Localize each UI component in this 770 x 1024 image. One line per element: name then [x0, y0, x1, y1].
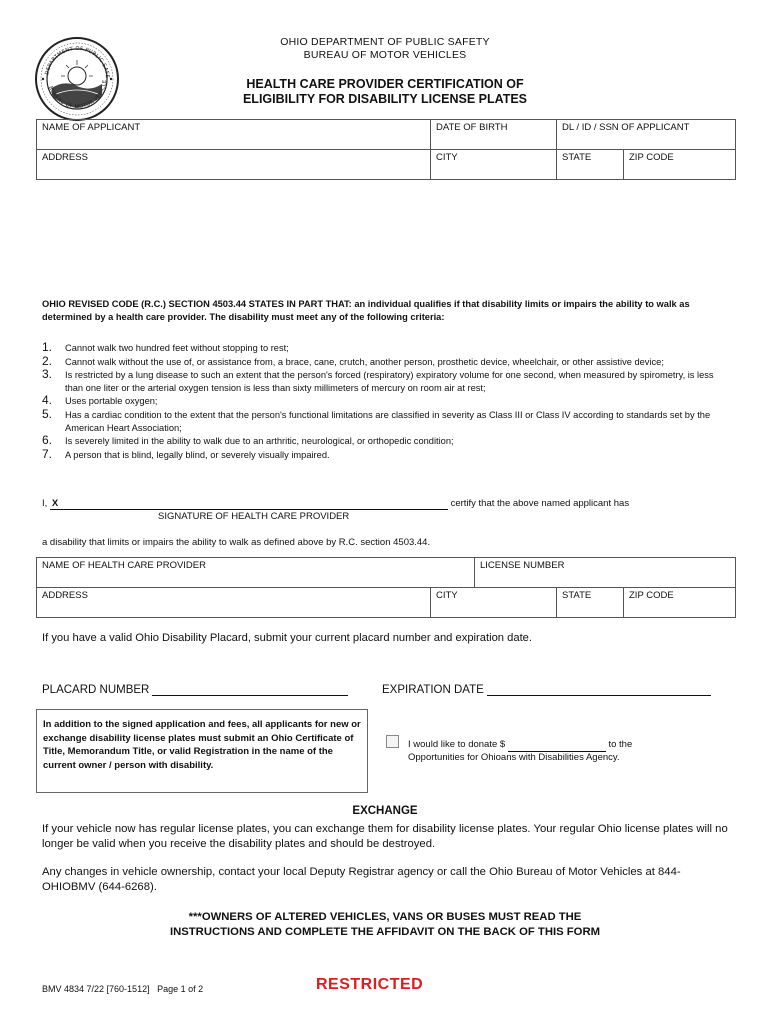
applicant-info-table	[36, 119, 736, 180]
altered-vehicles-notice	[42, 910, 728, 939]
criteria-number: 6.	[42, 433, 53, 448]
agency-line-2: BUREAU OF MOTOR VEHICLES	[303, 49, 467, 61]
ownership-changes-text: Any changes in vehicle ownership, contact your local Deputy Registrar agency or call the Ohio Bureau of Motor Vehicles at 844-OHIOBMV (644-6268).	[42, 866, 681, 893]
provider-city-field[interactable]	[431, 588, 557, 618]
provider-state-field[interactable]	[557, 588, 624, 618]
certify-prefix: I,	[42, 498, 48, 509]
placard-number-input[interactable]	[152, 684, 348, 696]
date-of-birth-label: DATE OF BIRTH	[436, 122, 508, 133]
criteria-text: Cannot walk two hundred feet without stopping to rest;	[65, 343, 289, 353]
provider-zip-field[interactable]	[624, 588, 736, 618]
applicant-zip-label: ZIP CODE	[629, 152, 674, 163]
altered-vehicles-line-1: ***OWNERS OF ALTERED VEHICLES, VANS OR BUSES MUST READ THE	[188, 911, 582, 923]
page-number: Page 1 of 2	[157, 984, 204, 994]
criteria-item	[42, 394, 732, 408]
certify-suffix: certify that the above named applicant has	[450, 498, 630, 509]
svg-text:DEPARTMENT OF PUBLIC SAFETY: DEPARTMENT OF PUBLIC SAFE	[44, 45, 111, 79]
provider-name-field[interactable]	[37, 558, 475, 588]
donation-text	[408, 739, 708, 764]
certify-continuation: a disability that limits or impairs the ability to walk as defined above by R.C. section 4503.44.	[42, 537, 431, 548]
provider-address-field[interactable]	[37, 588, 431, 618]
criteria-item	[42, 434, 732, 448]
date-of-birth-field[interactable]	[431, 120, 557, 150]
provider-city-label: CITY	[436, 590, 458, 601]
form-title	[160, 77, 610, 107]
license-number-label: LICENSE NUMBER	[480, 560, 565, 571]
criteria-item	[42, 341, 732, 355]
provider-signature-line[interactable]	[50, 497, 448, 510]
criteria-number: 1.	[42, 340, 53, 354]
applicant-address-field[interactable]	[37, 150, 431, 180]
criteria-item	[42, 448, 732, 462]
form-number	[42, 984, 203, 994]
applicant-name-field[interactable]	[37, 120, 431, 150]
svg-text:BUREAU OF MOTOR VEHICLES: BUREAU OF MOTOR VEHICLE	[47, 79, 109, 110]
donation-suffix: to the	[608, 739, 633, 750]
criteria-text: Uses portable oxygen;	[65, 396, 158, 407]
donation-checkbox[interactable]	[386, 735, 399, 748]
agency-name	[200, 36, 570, 62]
provider-name-label: NAME OF HEALTH CARE PROVIDER	[42, 560, 206, 571]
criteria-number: 5.	[42, 406, 53, 421]
criteria-text: Has a cardiac condition to the extent that the person's functional limitations are classified in severity as Class III or Class IV according to standards set by the American Heart Association;	[65, 409, 711, 433]
applicant-city-label: CITY	[436, 152, 458, 163]
certification-statement	[42, 497, 732, 549]
criteria-list	[42, 341, 732, 461]
title-line-1: HEALTH CARE PROVIDER CERTIFICATION OF	[246, 77, 524, 91]
form-id: BMV 4834 7/22 [760-1512]	[42, 984, 150, 994]
agency-line-1: OHIO DEPARTMENT OF PUBLIC SAFETY	[280, 36, 490, 48]
criteria-text: A person that is blind, legally blind, or severely visually impaired.	[65, 449, 330, 460]
criteria-number: 7.	[42, 446, 53, 461]
applicant-address-label: ADDRESS	[42, 152, 88, 163]
expiration-date-row	[382, 684, 711, 696]
title-requirement-notice: In addition to the signed application and fees, all applicants for new or exchange disability license plates must submit an Ohio Certificate of Title, Memorandum Title, or valid Registration in the name of the current owner / person with disability.	[36, 709, 368, 793]
signature-label: SIGNATURE OF HEALTH CARE PROVIDER	[158, 511, 350, 522]
statute-text: OHIO REVISED CODE (R.C.) SECTION 4503.44 STATES IN PART THAT: an individual qualifies if that disability limits or impairs the ability to walk as determined by a health care provider. The disability must meet any of the following criteria:	[42, 299, 690, 322]
restricted-stamp: RESTRICTED	[316, 976, 424, 993]
placard-instructions: If you have a valid Ohio Disability Placard, submit your current placard number and expiration date.	[42, 632, 533, 644]
provider-state-label: STATE	[562, 590, 592, 601]
provider-info-table	[36, 557, 736, 618]
altered-vehicles-line-2: INSTRUCTIONS AND COMPLETE THE AFFIDAVIT ON THE BACK OF THIS FORM	[169, 925, 601, 938]
provider-zip-label: ZIP CODE	[629, 590, 674, 601]
criteria-item	[42, 368, 732, 394]
donation-agency: Opportunities for Ohioans with Disabilities Agency.	[408, 751, 620, 763]
expiration-date-input[interactable]	[487, 684, 711, 696]
placard-number-label: PLACARD NUMBER	[42, 684, 150, 696]
criteria-text: Cannot walk without the use of, or assistance from, a brace, cane, crutch, another person, prosthetic device, wheelchair, or other assistive device;	[65, 356, 664, 367]
applicant-city-field[interactable]	[431, 150, 557, 180]
ohio-state-seal	[34, 36, 120, 122]
exchange-text: If your vehicle now has regular license plates, you can exchange them for disability license plates. Your regular Ohio license plates will no longer be valid when you receive the disability plates and should be destroyed.	[42, 823, 728, 850]
criteria-number: 3.	[42, 367, 53, 382]
signature-x-mark: X	[51, 498, 59, 509]
title-line-2: ELIGIBILITY FOR DISABILITY LICENSE PLATES	[242, 92, 528, 106]
donation-prefix: I would like to donate $	[408, 739, 506, 750]
exchange-heading: EXCHANGE	[352, 805, 418, 817]
criteria-item	[42, 408, 732, 434]
criteria-number: 4.	[42, 393, 53, 408]
applicant-zip-field[interactable]	[624, 150, 736, 180]
criteria-item	[42, 355, 732, 369]
dl-id-ssn-label: DL / ID / SSN OF APPLICANT	[562, 122, 690, 133]
criteria-number: 2.	[42, 353, 53, 368]
provider-address-label: ADDRESS	[42, 590, 88, 601]
criteria-text: Is severely limited in the ability to walk due to an arthritic, neurological, or orthopedic condition;	[65, 436, 454, 447]
applicant-state-field[interactable]	[557, 150, 624, 180]
expiration-date-label: EXPIRATION DATE	[382, 684, 484, 696]
criteria-text: Is restricted by a lung disease to such an extent that the person's forced (respiratory) expiratory volume for one second, when measured by spirometry, is less than one liter or the arterial oxygen tension is less than sixty millimeters of mercury on room air at rest;	[65, 370, 714, 393]
applicant-state-label: STATE	[562, 152, 592, 163]
license-number-field[interactable]	[475, 558, 736, 588]
placard-number-row	[42, 684, 348, 696]
dl-id-ssn-field[interactable]	[557, 120, 736, 150]
donation-amount-input[interactable]	[508, 742, 606, 752]
applicant-name-label: NAME OF APPLICANT	[42, 122, 141, 133]
